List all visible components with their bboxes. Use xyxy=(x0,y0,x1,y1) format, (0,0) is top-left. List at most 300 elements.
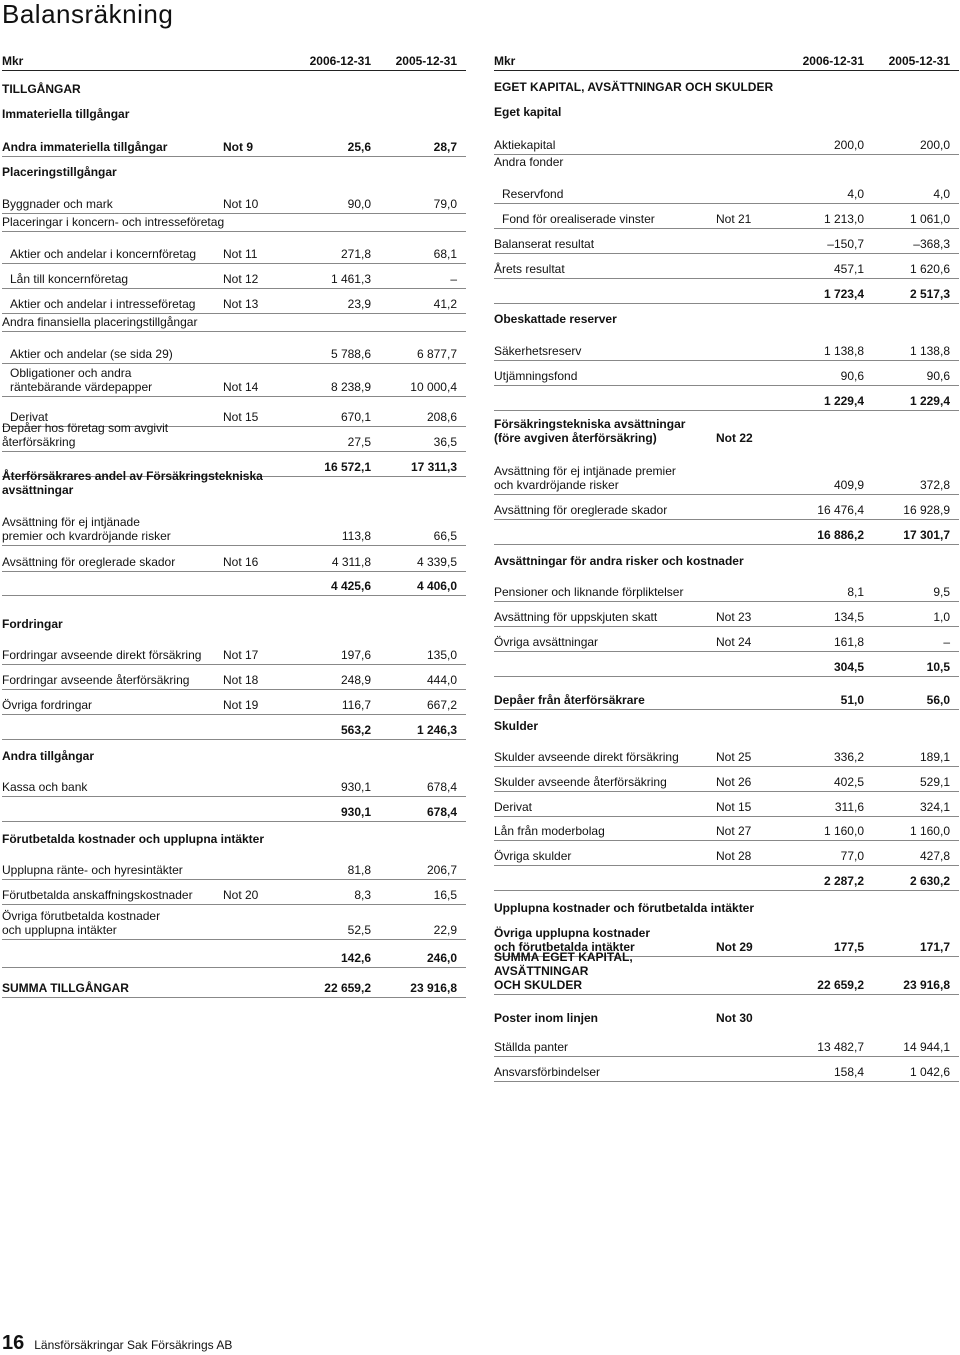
row-summa-eget-kapital-avsättningar-och-skulder xyxy=(494,950,959,995)
note-reference: Not 18 xyxy=(223,673,259,687)
value-2006: 457,1 xyxy=(833,262,864,276)
note-reference: Not 17 xyxy=(223,648,259,662)
row-aktier-och-andelar-se-sida-29 xyxy=(2,339,466,364)
value-2005 xyxy=(371,631,466,633)
note-reference xyxy=(716,992,778,994)
value-2005 xyxy=(371,763,466,765)
value-2006: 27,5 xyxy=(347,435,371,449)
value-2005: 16 928,9 xyxy=(903,503,950,517)
section-heading-eget-kapital-avsättningar-och-skulder xyxy=(494,79,959,96)
note-reference: Not 15 xyxy=(223,410,259,424)
note-reference xyxy=(223,965,285,967)
value-2006: 81,8 xyxy=(347,863,371,877)
row-upplupna-ränte-och-hyresintäkter xyxy=(2,855,466,880)
value-2006: 77,0 xyxy=(840,849,864,863)
row-label: Försäkringstekniska avsättningar (före avgiven återförsäkring) xyxy=(494,417,686,445)
value-2006: 22 659,2 xyxy=(324,981,371,995)
value-2005 xyxy=(371,121,466,123)
value-2006: 1 461,3 xyxy=(330,272,371,286)
company-name: Länsförsäkringar Sak Försäkrings AB xyxy=(34,1338,233,1352)
note-reference xyxy=(716,542,778,544)
value-2005 xyxy=(371,329,466,331)
note-reference xyxy=(223,995,285,997)
note-reference: Not 29 xyxy=(716,940,753,954)
note-reference: Not 14 xyxy=(223,380,259,394)
row-label xyxy=(494,888,716,890)
row-subtotal xyxy=(2,571,466,596)
row-label: Aktiekapital xyxy=(494,138,556,152)
note-reference: Not 10 xyxy=(223,197,259,211)
note-reference xyxy=(223,794,285,796)
value-2005: 4 406,0 xyxy=(416,579,457,593)
note-reference: Not 20 xyxy=(223,888,259,902)
row-aktiekapital xyxy=(494,130,959,155)
value-2005: 208,6 xyxy=(426,410,457,424)
note-reference xyxy=(716,888,778,890)
value-2005: 9,5 xyxy=(933,585,950,599)
value-2005: 189,1 xyxy=(919,750,950,764)
note-reference: Not 28 xyxy=(716,849,752,863)
table-header xyxy=(2,50,466,71)
row-label: Övriga förutbetalda kostnader och upplupna intäkter xyxy=(2,909,161,937)
section-heading-obeskattade-reserver xyxy=(494,311,959,328)
row-label: Lån från moderbolag xyxy=(494,824,605,838)
row-label: Eget kapital xyxy=(494,105,562,119)
value-2006: 930,1 xyxy=(340,805,371,819)
note-reference: Not 23 xyxy=(716,610,752,624)
section-heading-tillgångar xyxy=(2,81,466,98)
row-label: Avsättningar för andra risker och kostnader xyxy=(494,554,744,568)
row-label: TILLGÅNGAR xyxy=(2,82,81,96)
row-label xyxy=(2,737,223,739)
value-2005 xyxy=(864,94,959,96)
value-2006: 271,8 xyxy=(340,247,371,261)
value-2005 xyxy=(864,1025,959,1027)
row-depåer-hos-företag-som-avgivit-återförsäkring xyxy=(2,421,466,452)
date-2005-header: 2005-12-31 xyxy=(395,54,457,68)
row-label: Fordringar avseende återförsäkring xyxy=(2,673,190,687)
note-reference xyxy=(716,517,778,519)
section-heading-skulder xyxy=(494,718,959,735)
value-2005 xyxy=(371,96,466,98)
row-label xyxy=(2,819,223,821)
value-2006: 90,6 xyxy=(840,369,864,383)
row-label xyxy=(2,593,223,595)
value-2006 xyxy=(778,326,864,328)
value-2005: – xyxy=(450,272,457,286)
page-number: 16 xyxy=(2,1332,25,1354)
value-2005: 41,2 xyxy=(433,297,457,311)
value-2006: 930,1 xyxy=(340,780,371,794)
date-2006-header: 2006-12-31 xyxy=(309,54,371,68)
value-2005: 1 620,6 xyxy=(909,262,950,276)
value-2005: – xyxy=(943,635,950,649)
row-övriga-skulder xyxy=(494,841,959,866)
row-subtotal xyxy=(2,943,466,968)
section-heading-upplupna-kostnader-och-förutbetalda-intäkter xyxy=(494,900,959,917)
row-andra-fonder xyxy=(494,154,959,171)
row-label: Obligationer och andra räntebärande värdepapper xyxy=(10,366,153,394)
note-reference xyxy=(716,707,778,709)
value-2005: 4 339,5 xyxy=(416,555,457,569)
section-heading-återförsäkrares-andel-av-försäkringstekniska-avsättningar xyxy=(2,469,466,499)
value-2006 xyxy=(285,497,371,499)
value-2005 xyxy=(864,445,959,447)
row-label: Utjämningsfond xyxy=(494,369,578,383)
value-2006: 1 138,8 xyxy=(823,344,864,358)
value-2005: 678,4 xyxy=(426,805,457,819)
row-avsättning-för-uppskjuten-skatt xyxy=(494,602,959,627)
value-2006: 16 572,1 xyxy=(324,460,371,474)
note-reference: Not 13 xyxy=(223,297,259,311)
value-2005: 17 311,3 xyxy=(410,460,457,474)
note-reference: Not 25 xyxy=(716,750,752,764)
row-label xyxy=(494,674,716,676)
note-reference xyxy=(716,301,778,303)
value-2005: 200,0 xyxy=(919,138,950,152)
section-heading-försäkringstekniska-avsättningar-före-avgiven-återförsäkring xyxy=(494,416,959,447)
row-lån-till-koncernföretag xyxy=(2,264,466,289)
value-2006: 1 723,4 xyxy=(823,287,864,301)
row-subtotal xyxy=(2,797,466,822)
value-2005: 667,2 xyxy=(426,698,457,712)
value-2005: 23 916,8 xyxy=(410,981,457,995)
value-2005: 1 042,6 xyxy=(909,1065,950,1079)
row-subtotal xyxy=(494,386,959,411)
value-2006: –150,7 xyxy=(827,237,864,251)
row-label: Andra immateriella tillgångar xyxy=(2,140,168,154)
note-reference: Not 22 xyxy=(716,431,753,445)
row-skulder-avseende-återförsäkring xyxy=(494,767,959,792)
row-label xyxy=(494,542,716,544)
row-förutbetalda-anskaffningskostnader xyxy=(2,880,466,905)
row-label: SUMMA EGET KAPITAL, AVSÄTTNINGAR OCH SKULDER xyxy=(494,950,633,992)
row-label: Immateriella tillgångar xyxy=(2,107,130,121)
row-utjämningsfond xyxy=(494,361,959,386)
value-2006: 8,3 xyxy=(354,888,371,902)
value-2006: 2 287,2 xyxy=(823,874,864,888)
value-2005: 10 000,4 xyxy=(410,380,457,394)
value-2006 xyxy=(778,169,864,171)
value-2005: 56,0 xyxy=(926,693,950,707)
value-2005: 16,5 xyxy=(433,888,457,902)
note-reference xyxy=(716,1054,778,1056)
row-label: Fond för orealiserade vinster xyxy=(502,212,655,226)
value-2006 xyxy=(285,229,371,231)
value-2006: 177,5 xyxy=(833,940,864,954)
value-2006 xyxy=(285,631,371,633)
value-2005: 171,7 xyxy=(919,940,950,954)
row-label: Pensioner och liknande förpliktelser xyxy=(494,585,684,599)
value-2005 xyxy=(864,915,959,917)
row-label: Övriga avsättningar xyxy=(494,635,599,649)
value-2005: 36,5 xyxy=(433,435,457,449)
row-andra-finansiella-placeringstillgångar xyxy=(2,314,466,332)
value-2005: 1 061,0 xyxy=(909,212,950,226)
row-säkerhetsreserv xyxy=(494,336,959,361)
value-2006: 158,4 xyxy=(833,1065,864,1079)
row-label: Andra fonder xyxy=(494,155,564,169)
value-2006: 563,2 xyxy=(340,723,371,737)
page-footer xyxy=(2,1332,232,1355)
date-2006-header: 2006-12-31 xyxy=(802,54,864,68)
note-reference xyxy=(716,492,778,494)
value-2006: 52,5 xyxy=(347,923,371,937)
row-label: Skulder avseende återförsäkring xyxy=(494,775,667,789)
value-2005: 66,5 xyxy=(433,529,457,543)
row-label: Årets resultat xyxy=(494,262,565,276)
section-heading-förutbetalda-kostnader-och-upplupna-intäkter xyxy=(2,831,466,848)
row-label: EGET KAPITAL, AVSÄTTNINGAR OCH SKULDER xyxy=(494,80,774,94)
value-2005: 23 916,8 xyxy=(903,978,950,992)
note-reference xyxy=(716,251,778,253)
value-2005: 246,0 xyxy=(426,951,457,965)
row-pensioner-och-liknande-förpliktelser xyxy=(494,577,959,602)
value-2006: 409,9 xyxy=(833,478,864,492)
value-2005: 444,0 xyxy=(426,673,457,687)
value-2006: 13 482,7 xyxy=(817,1040,864,1054)
note-reference: Not 15 xyxy=(716,800,752,814)
value-2005: 529,1 xyxy=(919,775,950,789)
value-2005 xyxy=(864,733,959,735)
row-derivat xyxy=(494,792,959,817)
value-2005: 90,6 xyxy=(926,369,950,383)
value-2005 xyxy=(371,179,466,181)
value-2005: 79,0 xyxy=(433,197,457,211)
note-reference xyxy=(716,276,778,278)
row-label: Aktier och andelar (se sida 29) xyxy=(10,347,173,361)
value-2006: 8,1 xyxy=(847,585,864,599)
row-label: Upplupna kostnader och förutbetalda intäkter xyxy=(494,901,755,915)
value-2005: 2 630,2 xyxy=(909,874,950,888)
value-2005: 1 229,4 xyxy=(909,394,950,408)
value-2006 xyxy=(778,733,864,735)
value-2005: –368,3 xyxy=(913,237,950,251)
row-label: Derivat xyxy=(494,800,533,814)
row-label: Avsättning för ej intjänade premier och kvardröjande risker xyxy=(494,464,676,492)
value-2005: 28,7 xyxy=(433,140,457,154)
row-label xyxy=(494,301,716,303)
value-2006 xyxy=(778,94,864,96)
row-övriga-fordringar xyxy=(2,690,466,715)
section-heading-andra-tillgångar xyxy=(2,748,466,765)
row-label: Byggnader och mark xyxy=(2,197,113,211)
row-aktier-och-andelar-i-koncernföretag xyxy=(2,239,466,264)
value-2005: 1,0 xyxy=(933,610,950,624)
row-kassa-och-bank xyxy=(2,772,466,797)
value-2006 xyxy=(285,329,371,331)
row-label: Aktier och andelar i intresseföretag xyxy=(10,297,196,311)
note-reference: Not 19 xyxy=(223,698,259,712)
value-2005: 1 246,3 xyxy=(416,723,457,737)
value-2005: 427,8 xyxy=(919,849,950,863)
value-2006: 16 886,2 xyxy=(817,528,864,542)
row-label xyxy=(2,965,223,967)
row-label: Ställda panter xyxy=(494,1040,569,1054)
row-ställda-panter xyxy=(494,1032,959,1057)
row-label: Övriga fordringar xyxy=(2,698,93,712)
row-label: Andra finansiella placeringstillgångar xyxy=(2,315,198,329)
value-2005: 678,4 xyxy=(426,780,457,794)
row-avsättning-för-ej-intjänade-premier-och-kvardröjande-risker xyxy=(494,455,959,495)
note-reference xyxy=(716,383,778,385)
row-label: Lån till koncernföretag xyxy=(10,272,129,286)
row-lån-från-moderbolag xyxy=(494,816,959,841)
row-label: Avsättning för oreglerade skador xyxy=(2,555,176,569)
value-2006: 8 238,9 xyxy=(330,380,371,394)
row-summa-tillgångar xyxy=(2,973,466,998)
note-reference xyxy=(223,937,285,939)
value-2006: 336,2 xyxy=(833,750,864,764)
row-balanserat-resultat xyxy=(494,229,959,254)
row-subtotal xyxy=(494,520,959,545)
row-övriga-avsättningar xyxy=(494,627,959,652)
note-reference xyxy=(716,201,778,203)
row-subtotal xyxy=(494,866,959,891)
note-reference xyxy=(716,408,778,410)
section-heading-fordringar xyxy=(2,616,466,633)
row-label: Fordringar xyxy=(2,617,63,631)
value-2006: 22 659,2 xyxy=(817,978,864,992)
row-subtotal xyxy=(2,715,466,740)
row-årets-resultat xyxy=(494,254,959,279)
row-label: Placeringstillgångar xyxy=(2,165,117,179)
row-byggnader-och-mark xyxy=(2,189,466,214)
row-label: Skulder xyxy=(494,719,539,733)
row-label: Ansvarsförbindelser xyxy=(494,1065,601,1079)
row-label: Derivat xyxy=(10,410,49,424)
value-2006: 1 213,0 xyxy=(823,212,864,226)
mkr-label: Mkr xyxy=(494,54,516,68)
row-fordringar-avseende-direkt-försäkring xyxy=(2,640,466,665)
section-heading-poster-inom-linjen xyxy=(494,1010,959,1027)
mkr-label: Mkr xyxy=(2,54,24,68)
row-ansvarsförbindelser xyxy=(494,1057,959,1082)
row-subtotal xyxy=(494,279,959,304)
note-reference: Not 24 xyxy=(716,635,752,649)
row-label: Förutbetalda kostnader och upplupna intäkter xyxy=(2,832,265,846)
row-subtotal xyxy=(494,652,959,677)
row-skulder-avseende-direkt-försäkring xyxy=(494,742,959,767)
section-heading-avsättningar-för-andra-risker-och-kostnader xyxy=(494,553,959,570)
row-label xyxy=(494,408,716,410)
value-2005 xyxy=(864,568,959,570)
note-reference: Not 16 xyxy=(223,555,259,569)
value-2006: 116,7 xyxy=(341,698,371,712)
value-2006: 248,9 xyxy=(340,673,371,687)
value-2006 xyxy=(285,121,371,123)
note-reference xyxy=(223,737,285,739)
row-avsättning-för-oreglerade-skador xyxy=(2,547,466,572)
value-2005: 68,1 xyxy=(433,247,457,261)
row-övriga-förutbetalda-kostnader-och-upplupna-intäkter xyxy=(2,906,466,940)
row-avsättning-för-ej-intjänade-premier-och-kvardröjande-risker xyxy=(2,506,466,546)
value-2006: 5 788,6 xyxy=(330,347,371,361)
value-2006 xyxy=(778,119,864,121)
row-depåer-från-återförsäkrare xyxy=(494,685,959,710)
row-andra-immateriella-tillgångar xyxy=(2,132,466,157)
value-2005 xyxy=(371,846,466,848)
value-2006: 1 229,4 xyxy=(823,394,864,408)
value-2005: 4,0 xyxy=(933,187,950,201)
note-reference xyxy=(716,358,778,360)
value-2005: 10,5 xyxy=(926,660,950,674)
row-label: Skulder avseende direkt försäkring xyxy=(494,750,679,764)
row-aktier-och-andelar-i-intresseföretag xyxy=(2,289,466,314)
date-2005-header: 2005-12-31 xyxy=(888,54,950,68)
note-reference: Not 12 xyxy=(223,272,259,286)
value-2005 xyxy=(864,169,959,171)
value-2006: 16 476,4 xyxy=(817,503,864,517)
row-reservfond xyxy=(494,179,959,204)
note-reference: Not 26 xyxy=(716,775,752,789)
row-label: Övriga skulder xyxy=(494,849,572,863)
value-2006: 4 425,6 xyxy=(330,579,371,593)
value-2005 xyxy=(371,497,466,499)
value-2006: 304,5 xyxy=(833,660,864,674)
row-label: Andra tillgångar xyxy=(2,749,95,763)
value-2006: 142,6 xyxy=(340,951,371,965)
note-reference: Not 27 xyxy=(716,824,752,838)
row-obligationer-och-andra-räntebärande-värdepapper xyxy=(2,363,466,397)
row-fond-för-orealiserade-vinster xyxy=(494,204,959,229)
value-2005: 324,1 xyxy=(919,800,950,814)
value-2005: 17 301,7 xyxy=(903,528,950,542)
row-label: Reservfond xyxy=(502,187,564,201)
value-2006: 4 311,8 xyxy=(331,555,371,569)
row-label: Placeringar i koncern- och intresseföretag xyxy=(2,215,225,229)
value-2006 xyxy=(285,179,371,181)
value-2006: 200,0 xyxy=(833,138,864,152)
value-2005: 22,9 xyxy=(433,923,457,937)
value-2006 xyxy=(285,763,371,765)
row-label: Obeskattade reserver xyxy=(494,312,617,326)
value-2005: 206,7 xyxy=(426,863,457,877)
row-label: Fordringar avseende direkt försäkring xyxy=(2,648,202,662)
value-2006: 197,6 xyxy=(340,648,371,662)
section-heading-eget-kapital xyxy=(494,104,959,121)
row-label: Återförsäkrares andel av Försäkringstekniska avsättningar xyxy=(2,469,263,497)
row-label: Depåer från återförsäkrare xyxy=(494,693,645,707)
value-2006: 90,0 xyxy=(347,197,371,211)
row-label: Avsättning för ej intjänade premier och kvardröjande risker xyxy=(2,515,171,543)
value-2005: 372,8 xyxy=(919,478,950,492)
value-2006 xyxy=(778,1025,864,1027)
note-reference xyxy=(223,819,285,821)
note-reference xyxy=(716,1079,778,1081)
row-label: Avsättning för oreglerade skador xyxy=(494,503,668,517)
note-reference xyxy=(716,599,778,601)
value-2006: 4,0 xyxy=(847,187,864,201)
row-label: Kassa och bank xyxy=(2,780,88,794)
page-title: Balansräkning xyxy=(2,0,174,29)
note-reference: Not 11 xyxy=(223,247,258,261)
value-2006: 402,5 xyxy=(833,775,864,789)
row-label: Upplupna ränte- och hyresintäkter xyxy=(2,863,183,877)
value-2005 xyxy=(864,119,959,121)
row-label: Avsättning för uppskjuten skatt xyxy=(494,610,658,624)
row-label: Övriga upplupna kostnader och förutbetalda intäkter xyxy=(494,926,651,954)
value-2006: 25,6 xyxy=(347,140,371,154)
note-reference xyxy=(716,674,778,676)
value-2005: 135,0 xyxy=(426,648,457,662)
note-reference xyxy=(223,449,285,451)
table-header xyxy=(494,50,959,71)
value-2005: 6 877,7 xyxy=(416,347,457,361)
row-label: SUMMA TILLGÅNGAR xyxy=(2,981,129,995)
value-2006: 134,5 xyxy=(833,610,864,624)
row-label: Aktier och andelar i koncernföretag xyxy=(10,247,197,261)
